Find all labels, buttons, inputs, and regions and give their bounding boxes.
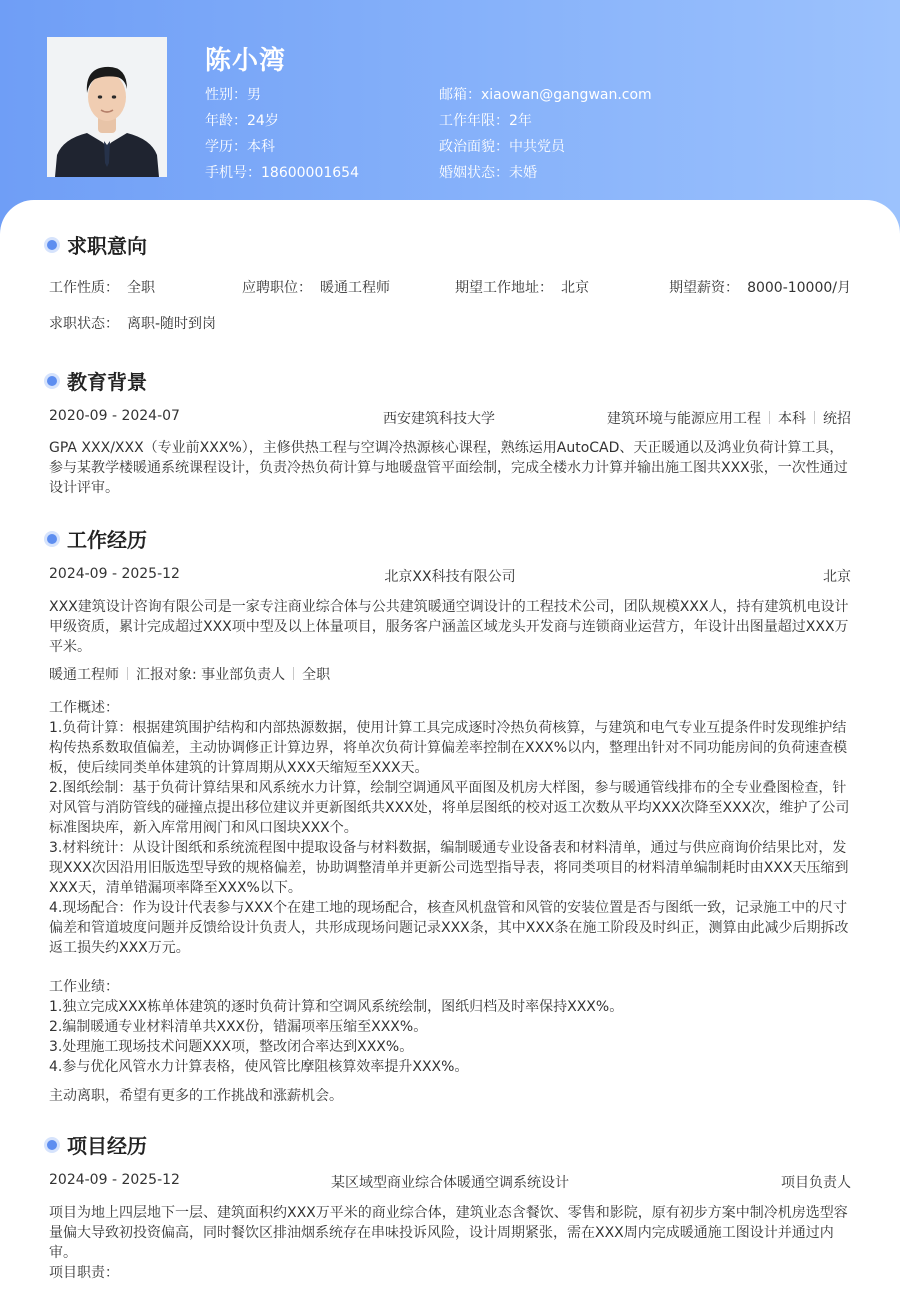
section-bullet-icon [47,534,57,544]
education-info: 学历：本科 [205,139,275,155]
text-line: 板，使后续同类单体建筑的计算周期从XXX天缩短至XXX天。 [49,760,429,776]
leave-reason: 主动离职，希望有更多的工作挑战和涨薪机会。 [49,1088,343,1104]
job-status-label: 求职状态： [49,316,119,332]
project-role: 项目负责人 [781,1175,851,1191]
job-salary [669,277,851,297]
project-duty-label: 项目职责： [49,1265,119,1281]
education-degree: 本科 [778,411,806,427]
text-line: 项目为地上四层地下一层、建筑面积约XXX万平米的商业综合体，建筑业态含餐饮、零售和影院，原有初步方案中制冷机房选型容 [49,1205,848,1221]
project-period: 2024-09 - 2025-12 [49,1172,180,1188]
text-line: 4.现场配合：作为设计代表参与XXX个在建工地的现场配合，核查风机盘管和风管的安装位置是否与图纸一致，记录施工中的尺寸 [49,900,848,916]
education-period: 2020-09 - 2024-07 [49,408,180,424]
text-line: 3.处理施工现场技术问题XXX项，整改闭合率达到XXX%。 [49,1039,414,1055]
job-salary-value: 8000-10000/月 [747,280,851,296]
job-status-value: 离职-随时到岗 [127,316,217,332]
job-type-label: 工作性质： [49,280,119,296]
text-line: 4.参与优化风管水力计算表格，使风管比摩阻核算效率提升XXX%。 [49,1059,469,1075]
profile-photo [47,37,167,177]
job-intent-title: 求职意向 [67,234,147,258]
section-bullet-icon [47,240,57,250]
text-line: 量偏大导致初投资偏高，同时餐饮区排油烟系统存在串味投诉风险，设计周期紧张，需在XXX周内完成暖通施工图设计并通过内 [49,1225,834,1241]
project-summary-row [49,1172,851,1192]
work-achievements [49,977,851,1077]
text-line: 审。 [49,1245,77,1261]
work-role: 暖通工程师 [49,667,119,683]
text-line: 1.独立完成XXX栋单体建筑的逐时负荷计算和空调风系统绘制，图纸归档及时率保持XXX%。 [49,999,624,1015]
text-line: 平米。 [49,639,91,655]
work-employment: 全职 [302,667,331,683]
text-line: 参与某教学楼暖通系统课程设计，负责冷热负荷计算与地暖盘管平面绘制，完成全楼水力计算并输出施工图共XXX张，一次性通过 [49,460,848,476]
text-line: 1.负荷计算：根据建筑围护结构和内部热源数据，使用计算工具完成逐时冷热负荷核算，与建筑和电气专业互提条件时发现维护结 [49,720,847,736]
candidate-name: 陈小湾 [205,46,287,76]
education-summary-row [49,408,851,428]
text-line: 现XXX次因沿用旧版选型导致的规格偏差，协助调整清单并更新公司选型指导表，将同类项目的材料清单编制耗时由XXX天压缩到 [49,860,849,876]
text-line: 2.图纸绘制：基于负荷计算结果和风系统水力计算，绘制空调通风平面图及机房大样图，参与暖通管线排布的全专业叠图检查，针 [49,780,847,796]
project-description [49,1203,851,1283]
job-position [242,277,390,297]
project-title: 项目经历 [67,1134,147,1158]
text-line: 标准图块库，新入库常用阀门和风口图块XXX个。 [49,820,358,836]
text-line: 工作概述： [49,700,119,716]
political-info: 政治面貌：中共党员 [439,139,565,155]
education-title: 教育背景 [67,370,147,394]
section-bullet-icon [47,376,57,386]
age-info: 年龄：24岁 [205,113,279,129]
job-location [455,277,589,297]
work-heading [47,524,147,553]
education-description [49,438,851,498]
project-heading [47,1130,147,1159]
work-years-info: 工作年限：2年 [439,113,532,129]
text-line: 构传热系数取值偏差，主动协调修正计算边界，将单次负荷计算偏差率控制在XXX%以内，整理出针对不同功能房间的负荷速查模 [49,740,848,756]
divider [814,411,815,424]
text-line: 2.编制暖通专业材料清单共XXX份，错漏项率压缩至XXX%。 [49,1019,428,1035]
work-meta-row [49,664,330,684]
divider [127,667,128,680]
job-location-label: 期望工作地址： [455,280,553,296]
phone-info: 手机号：18600001654 [205,165,359,181]
work-period: 2024-09 - 2025-12 [49,566,180,582]
job-type-value: 全职 [127,280,155,296]
text-line: 偏差和管道坡度问题并反馈给设计负责人，共形成现场问题记录XXX条，其中XXX条在施工阶段及时纠正，测算由此减少后期拆改 [49,920,849,936]
work-overview [49,698,851,958]
work-company: 北京XX科技有限公司 [384,569,516,585]
work-title: 工作经历 [67,528,147,552]
job-position-value: 暖通工程师 [320,280,390,296]
text-line: 对风管与消防管线的碰撞点提出移位建议并更新图纸共XXX处，将单层图纸的校对返工次数从平均XXX次降至XXX次，维护了公司 [49,800,850,816]
education-major: 建筑环境与能源应用工程 [607,411,761,427]
gender-info: 性别：男 [205,87,261,103]
text-line: 返工损失约XXX万元。 [49,940,190,956]
email-info: 邮箱：xiaowan@gangwan.com [439,87,652,103]
text-line: 3.材料统计：从设计图纸和系统流程图中提取设备与材料数据，编制暖通专业设备表和材料清单，通过与供应商询价结果比对，发 [49,840,847,856]
marital-info: 婚姻状态：未婚 [439,165,537,181]
education-school: 西安建筑科技大学 [383,411,495,427]
job-type [49,277,155,297]
text-line: GPA XXX/XXX（专业前XXX%），主修供热工程与空调冷热源核心课程，熟练运用AutoCAD、天正暖通以及鸿业负荷计算工具， [49,440,844,456]
text-line: 甲级资质，累计完成超过XXX项中型及以上体量项目，服务客户涵盖区域龙头开发商与连锁商业运营方，年设计出图量超过XXX万 [49,619,849,635]
text-line: XXX天，清单错漏项率降至XXX%以下。 [49,880,302,896]
portrait-image [47,37,167,177]
job-position-label: 应聘职位： [242,280,312,296]
section-bullet-icon [47,1140,57,1150]
job-intent-heading [47,230,147,259]
education-detail [569,408,851,428]
company-intro [49,597,851,657]
job-status [49,313,216,333]
work-summary-row [49,566,851,586]
project-name: 某区域型商业综合体暖通空调系统设计 [331,1175,569,1191]
education-heading [47,366,147,395]
job-location-value: 北京 [561,280,589,296]
job-salary-label: 期望薪资： [669,280,740,296]
work-city: 北京 [823,569,851,585]
work-report: 汇报对象: 事业部负责人 [136,667,286,683]
text-line: 设计评审。 [49,480,119,496]
education-mode: 统招 [823,411,851,427]
divider [293,667,294,680]
divider [769,411,770,424]
text-line: 工作业绩： [49,979,119,995]
text-line: XXX建筑设计咨询有限公司是一家专注商业综合体与公共建筑暖通空调设计的工程技术公司，团队规模XXX人，持有建筑机电设计 [49,599,849,615]
